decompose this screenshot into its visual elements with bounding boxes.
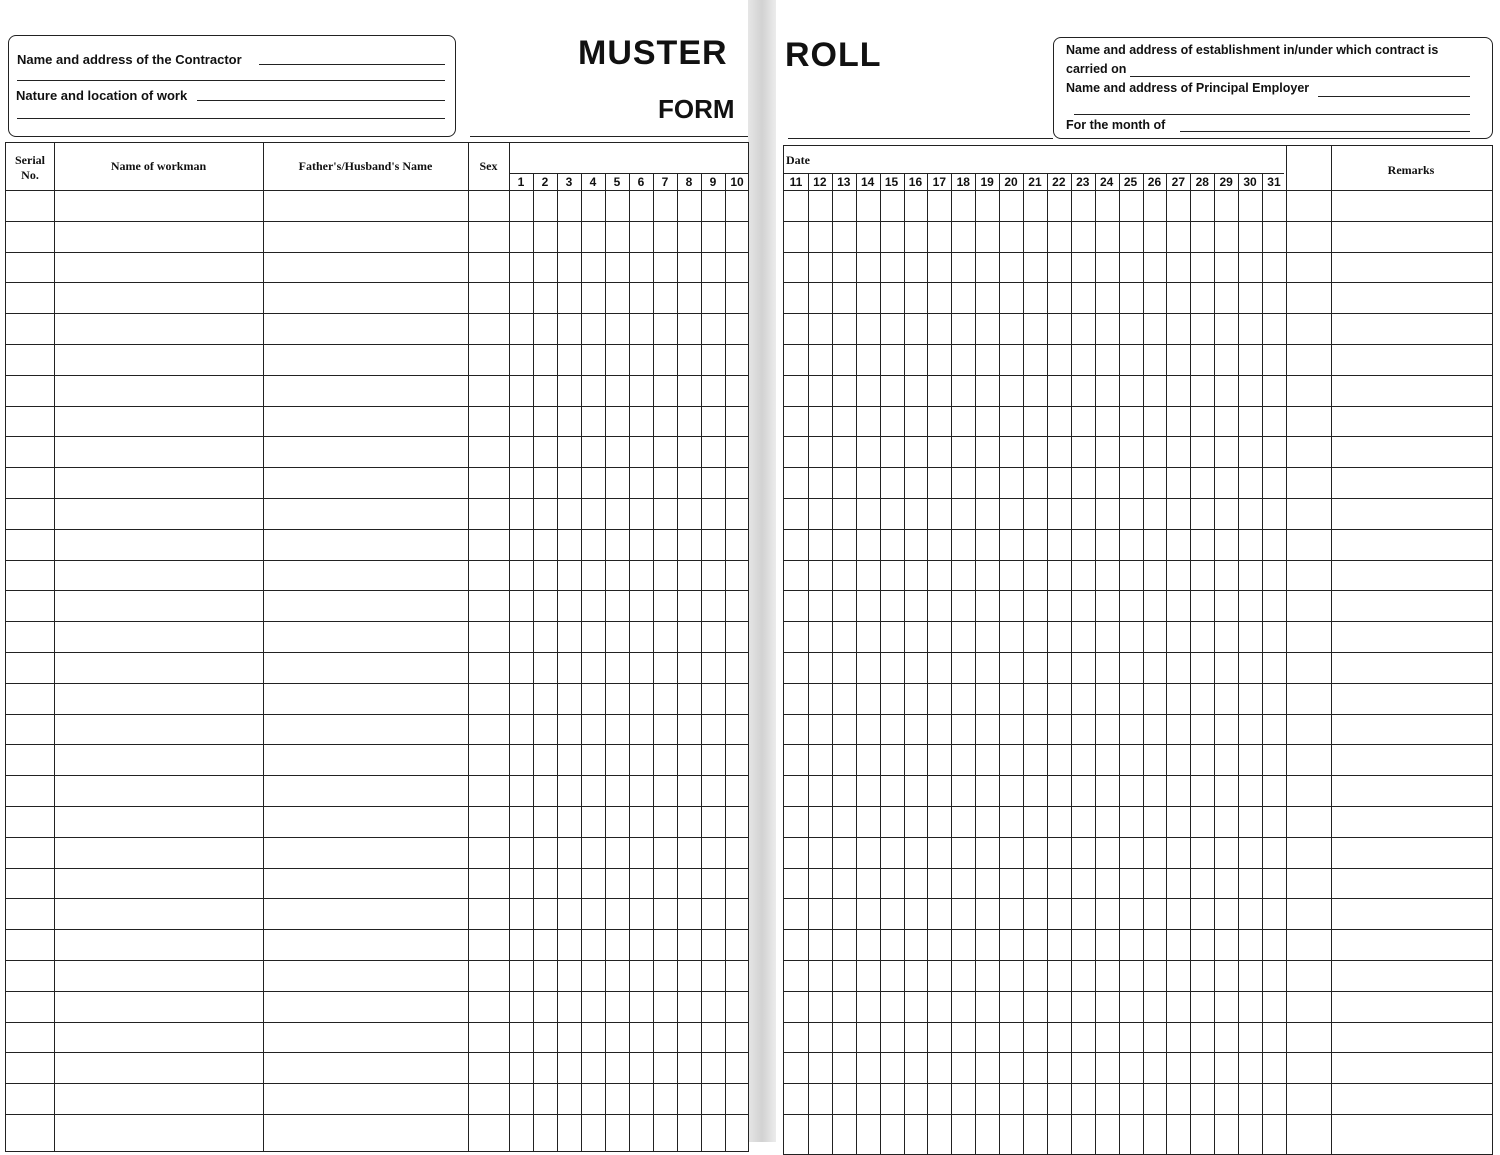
header-serial: Serial No. [15, 153, 45, 182]
table-row-divider [6, 898, 748, 899]
day-column-divider [1238, 173, 1239, 1154]
day-header: 6 [637, 175, 645, 189]
day-header: 8 [685, 175, 693, 189]
table-row-divider [6, 744, 748, 745]
day-column-divider [1214, 173, 1215, 1154]
day-header: 13 [837, 175, 851, 189]
contractor-field-line-2[interactable] [17, 80, 445, 81]
employer-field-line-2[interactable] [1074, 114, 1470, 115]
table-row-divider [6, 929, 748, 930]
table-row-divider [784, 436, 1492, 437]
table-row-divider [6, 221, 748, 222]
header-name: Name of workman [110, 159, 207, 173]
day-header: 28 [1195, 175, 1209, 189]
table-row-divider [6, 252, 748, 253]
day-header: 4 [589, 175, 597, 189]
table-row-divider [784, 221, 1492, 222]
day-header: 31 [1267, 175, 1281, 189]
day-column-divider [927, 173, 928, 1154]
day-column-divider [581, 173, 582, 1151]
day-header: 20 [1004, 175, 1018, 189]
establishment-field[interactable] [1130, 76, 1470, 77]
establishment-info-box [1053, 37, 1493, 139]
table-row-divider [784, 837, 1492, 838]
day-header: 12 [813, 175, 827, 189]
day-header: 5 [613, 175, 621, 189]
day-column-divider [701, 173, 702, 1151]
day-header: 27 [1171, 175, 1186, 189]
table-row-divider [784, 652, 1492, 653]
table-row-divider [784, 560, 1492, 561]
day-column-divider [677, 173, 678, 1151]
establishment-label: Name and address of establishment in/under which contract is [1066, 43, 1439, 57]
day-column-divider [629, 173, 630, 1151]
table-row-divider [6, 1052, 748, 1053]
table-row-divider [784, 282, 1492, 283]
date-subheader-divider [784, 173, 1284, 174]
day-header: 2 [541, 175, 549, 189]
table-row-divider [784, 714, 1492, 715]
day-column-divider [533, 173, 534, 1151]
carried-on-label: carried on [1066, 62, 1127, 76]
table-row-divider [784, 529, 1492, 530]
table-row-divider [784, 313, 1492, 314]
day-column-divider [653, 173, 654, 1151]
day-column-divider [856, 173, 857, 1154]
table-row-divider [784, 406, 1492, 407]
header-divider [6, 190, 748, 191]
day-header: 3 [565, 175, 573, 189]
day-column-divider [808, 173, 809, 1154]
column-divider [1331, 146, 1332, 1154]
table-row-divider [6, 806, 748, 807]
table-row-divider [6, 406, 748, 407]
table-row-divider [784, 683, 1492, 684]
table-row-divider [6, 652, 748, 653]
table-row-divider [6, 436, 748, 437]
day-column-divider [832, 173, 833, 1154]
table-row-divider [6, 313, 748, 314]
column-divider [263, 143, 264, 1151]
work-field-line-2[interactable] [17, 118, 445, 119]
table-row-divider [784, 252, 1492, 253]
attendance-table-right [783, 145, 1493, 1155]
day-column-divider [1119, 173, 1120, 1154]
day-column-divider [999, 173, 1000, 1154]
table-row-divider [6, 375, 748, 376]
day-column-divider [975, 173, 976, 1154]
day-header: 10 [730, 175, 744, 189]
table-row-divider [784, 498, 1492, 499]
day-header: 19 [980, 175, 994, 189]
table-row-divider [784, 621, 1492, 622]
table-row-divider [784, 868, 1492, 869]
table-row-divider [784, 960, 1492, 961]
table-row-divider [6, 621, 748, 622]
attendance-table-left [5, 142, 749, 1152]
day-header: 30 [1243, 175, 1257, 189]
day-column-divider [605, 173, 606, 1151]
table-row-divider [784, 1114, 1492, 1115]
table-row-divider [6, 498, 748, 499]
employer-label: Name and address of Principal Employer [1066, 81, 1310, 95]
table-row-divider [784, 467, 1492, 468]
table-row-divider [6, 837, 748, 838]
day-column-divider [904, 173, 905, 1154]
column-divider [54, 143, 55, 1151]
header-remarks: Remarks [1387, 163, 1435, 177]
column-divider [468, 143, 469, 1151]
day-column-divider [951, 173, 952, 1154]
column-divider [1286, 146, 1287, 1154]
table-row-divider [784, 1083, 1492, 1084]
month-label: For the month of [1066, 118, 1166, 132]
table-row-divider [6, 282, 748, 283]
day-column-divider [1143, 173, 1144, 1154]
table-row-divider [784, 775, 1492, 776]
day-header: 29 [1219, 175, 1233, 189]
title-rule-left [470, 136, 748, 137]
table-row-divider [784, 1022, 1492, 1023]
day-header: 11 [789, 175, 803, 189]
day-header: 14 [860, 175, 875, 189]
title-rule-right [788, 138, 1053, 139]
table-row-divider [784, 744, 1492, 745]
day-header: 9 [709, 175, 717, 189]
day-header: 15 [884, 175, 899, 189]
day-header: 1 [517, 175, 525, 189]
table-row-divider [6, 1022, 748, 1023]
table-row-divider [784, 375, 1492, 376]
day-column-divider [1166, 173, 1167, 1154]
column-divider [509, 143, 510, 1151]
day-header: 16 [908, 175, 923, 189]
table-row-divider [784, 991, 1492, 992]
day-column-divider [880, 173, 881, 1154]
day-column-divider [1071, 173, 1072, 1154]
day-column-divider [1190, 173, 1191, 1154]
day-header: 24 [1099, 175, 1114, 189]
day-header: 26 [1147, 175, 1162, 189]
day-header: 23 [1076, 175, 1090, 189]
table-row-divider [6, 1083, 748, 1084]
table-row-divider [6, 991, 748, 992]
day-column-divider [1023, 173, 1024, 1154]
day-header: 17 [932, 175, 947, 189]
table-row-divider [6, 1114, 748, 1115]
table-row-divider [784, 344, 1492, 345]
day-header: 7 [661, 175, 669, 189]
title-form: FORM [658, 94, 735, 124]
contractor-label: Name and address of the Contractor [17, 52, 242, 67]
table-row-divider [784, 806, 1492, 807]
title-muster: MUSTER [578, 34, 728, 72]
day-header: 18 [956, 175, 970, 189]
table-row-divider [784, 929, 1492, 930]
table-row-divider [784, 898, 1492, 899]
table-row-divider [6, 467, 748, 468]
table-row-divider [6, 529, 748, 530]
book-gutter [748, 0, 776, 1142]
header-sex: Sex [479, 159, 498, 173]
contractor-info-box [8, 35, 456, 137]
table-row-divider [6, 960, 748, 961]
title-roll: ROLL [785, 36, 882, 74]
table-row-divider [6, 868, 748, 869]
table-row-divider [6, 560, 748, 561]
work-field[interactable] [197, 100, 445, 101]
day-column-divider [725, 173, 726, 1151]
work-label: Nature and location of work [16, 88, 188, 103]
day-column-divider [1095, 173, 1096, 1154]
day-column-divider [557, 173, 558, 1151]
header-date: Date [786, 153, 810, 167]
day-header: 22 [1052, 175, 1066, 189]
employer-field[interactable] [1318, 96, 1470, 97]
header-divider [784, 190, 1492, 191]
month-field[interactable] [1180, 131, 1470, 132]
header-father: Father's/Husband's Name [298, 159, 433, 173]
day-column-divider [1047, 173, 1048, 1154]
contractor-field[interactable] [259, 64, 445, 65]
day-header: 21 [1028, 175, 1042, 189]
day-header: 25 [1123, 175, 1138, 189]
table-row-divider [6, 344, 748, 345]
table-row-divider [6, 590, 748, 591]
table-row-divider [784, 590, 1492, 591]
table-row-divider [784, 1052, 1492, 1053]
table-row-divider [6, 775, 748, 776]
table-row-divider [6, 714, 748, 715]
table-row-divider [6, 683, 748, 684]
day-column-divider [1262, 173, 1263, 1154]
